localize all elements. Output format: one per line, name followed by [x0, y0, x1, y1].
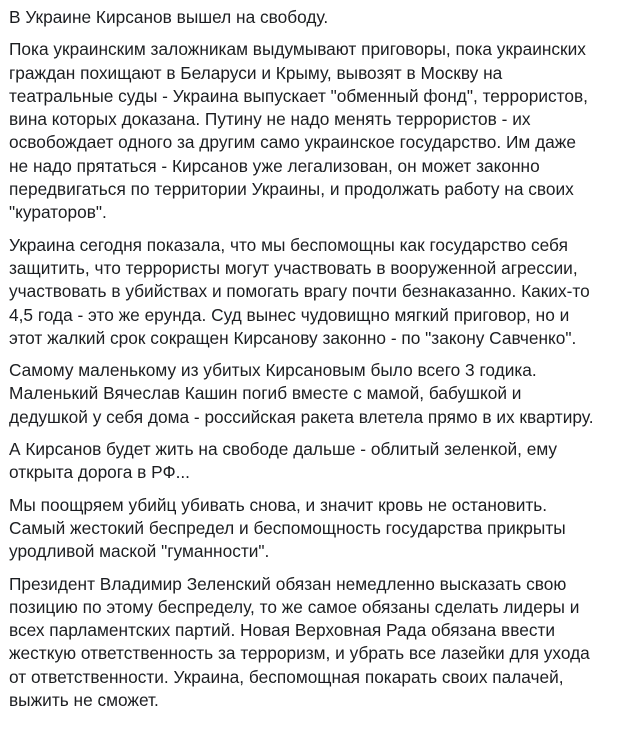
- text-line: этот жалкий срок сокращен Кирсанову законно - по "закону Савченко".: [9, 327, 577, 348]
- text-line: Маленький Вячеслав Кашин погиб вместе с мамой, бабушкой и: [9, 383, 522, 404]
- text-line: участвовать в убийствах и помогать врагу почти безнаказанно. Каких-то: [9, 281, 590, 302]
- text-line: театральные суды - Украина выпускает "обменный фонд", террористов,: [9, 85, 588, 106]
- text-line: граждан похищают в Беларуси и Крыму, вывозят в Москву на: [9, 62, 503, 83]
- text-line: освобождает одного за другим само украинское государство. Им даже: [9, 132, 576, 153]
- paragraph: [9, 234, 613, 350]
- text-line: от ответственности. Украина, беспомощная покарать своих палачей,: [9, 666, 564, 687]
- text-line: А Кирсанов будет жить на свободе дальше - облитый зеленкой, ему: [9, 439, 558, 460]
- text-line: позицию по этому беспределу, то же самое обязаны сделать лидеры и: [9, 596, 580, 617]
- text-line: Пока украинским заложникам выдумывают приговоры, пока украинских: [9, 39, 586, 60]
- text-line: передвигаться по территории Украины, и продолжать работу на своих: [9, 179, 574, 200]
- paragraph-headline: [9, 6, 613, 29]
- post-body: [9, 6, 613, 721]
- text-line: уродливой маской "гуманности".: [9, 541, 270, 562]
- paragraph: [9, 359, 613, 429]
- text-line: жесткую ответственность за терроризм, и убрать все лазейки для ухода: [9, 643, 590, 664]
- text-line: открыта дорога в РФ...: [9, 462, 190, 483]
- text-line: "кураторов".: [9, 202, 107, 223]
- text-line: всех парламентских партий. Новая Верховная Рада обязана ввести: [9, 620, 556, 641]
- text-line: вина которых доказана. Путину не надо менять террористов - их: [9, 109, 531, 130]
- paragraph: [9, 438, 613, 485]
- text-line: защитить, что террористы могут участвовать в вооруженной агрессии,: [9, 257, 578, 278]
- text-line: дедушкой у себя дома - российская ракета влетела прямо в их квартиру.: [9, 406, 594, 427]
- text-line: Самый жестокий беспредел и беспомощность государства прикрыты: [9, 517, 566, 538]
- text-line: выжить не сможет.: [9, 690, 159, 711]
- paragraph: [9, 573, 613, 713]
- text-line: не надо прятаться - Кирсанов уже легализован, он может законно: [9, 155, 540, 176]
- text-line: Мы поощряем убийц убивать снова, и значит кровь не остановить.: [9, 494, 548, 515]
- text-line: В Украине Кирсанов вышел на свободу.: [9, 7, 329, 27]
- paragraph: [9, 494, 613, 564]
- paragraph: [9, 38, 613, 224]
- text-line: Самому маленькому из убитых Кирсановым было всего 3 годика.: [9, 360, 537, 381]
- text-line: Украина сегодня показала, что мы беспомощны как государство себя: [9, 234, 568, 255]
- text-line: Президент Владимир Зеленский обязан немедленно высказать свою: [9, 573, 567, 594]
- text-line: 4,5 года - это же ерунда. Суд вынес чудовищно мягкий приговор, но и: [9, 304, 570, 325]
